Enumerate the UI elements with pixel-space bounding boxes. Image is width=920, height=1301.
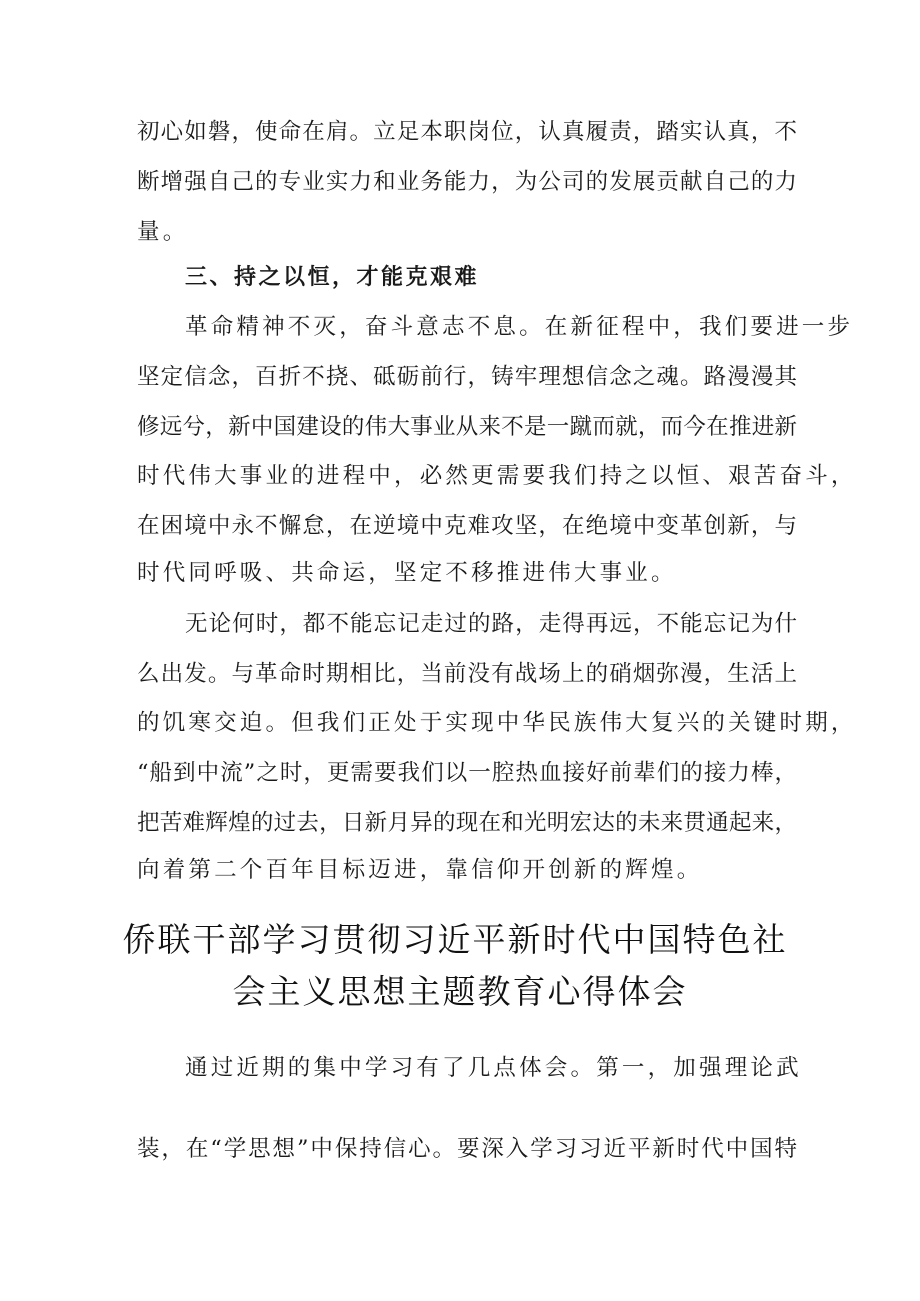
- para3-line-2: 么出发。与革命时期相比，当前没有战场上的硝烟弥漫，生活上: [137, 661, 797, 687]
- para2-line-5: 在困境中永不懈怠，在逆境中克难攻坚，在绝境中变革创新，与: [137, 513, 797, 539]
- para2-line-4: 时代伟大事业的进程中，必然更需要我们持之以恒、艰苦奋斗，: [137, 463, 857, 489]
- para1-line-2: 断增强自己的专业实力和业务能力，为公司的发展贡献自己的力: [137, 169, 797, 195]
- article-title-line-1: 侨联干部学习贯彻习近平新时代中国特色社: [122, 920, 788, 959]
- para3-line-5: 把苦难辉煌的过去，日新月异的现在和光明宏达的未来贯通起来，: [137, 810, 797, 836]
- para2-line-3: 修远兮，新中国建设的伟大事业从来不是一蹴而就，而今在推进新: [137, 414, 797, 440]
- para3-line-3: 的饥寒交迫。但我们正处于实现中华民族伟大复兴的关键时期，: [137, 710, 857, 736]
- para3-line-4: “船到中流”之时，更需要我们以一腔热血接好前辈们的接力棒，: [137, 760, 797, 786]
- para2-line-1: 革命精神不灭，奋斗意志不息。在新征程中，我们要进一步: [185, 314, 854, 340]
- section3-heading: 三、持之以恒，才能克艰难: [185, 265, 480, 290]
- para3-line-6: 向着第二个百年目标迈进，靠信仰开创新的辉煌。: [137, 857, 703, 883]
- intro-line-1: 通过近期的集中学习有了几点体会。第一，加强理论武: [185, 1055, 802, 1081]
- intro-line-2: 装，在“学思想”中保持信心。要深入学习习近平新时代中国特: [137, 1136, 797, 1162]
- article-title-line-2: 会主义思想主题教育心得体会: [232, 972, 688, 1011]
- para2-line-2: 坚定信念，百折不挠、砥砺前行，铸牢理想信念之魂。路漫漫其: [137, 364, 797, 390]
- para1-line-3: 量。: [137, 219, 189, 245]
- para3-line-1: 无论何时，都不能忘记走过的路，走得再远，不能忘记为什: [185, 611, 797, 637]
- para1-line-1: 初心如磐，使命在肩。立足本职岗位，认真履责，踏实认真，不: [137, 119, 797, 145]
- para2-line-6: 时代同呼吸、共命运，坚定不移推进伟大事业。: [137, 560, 677, 586]
